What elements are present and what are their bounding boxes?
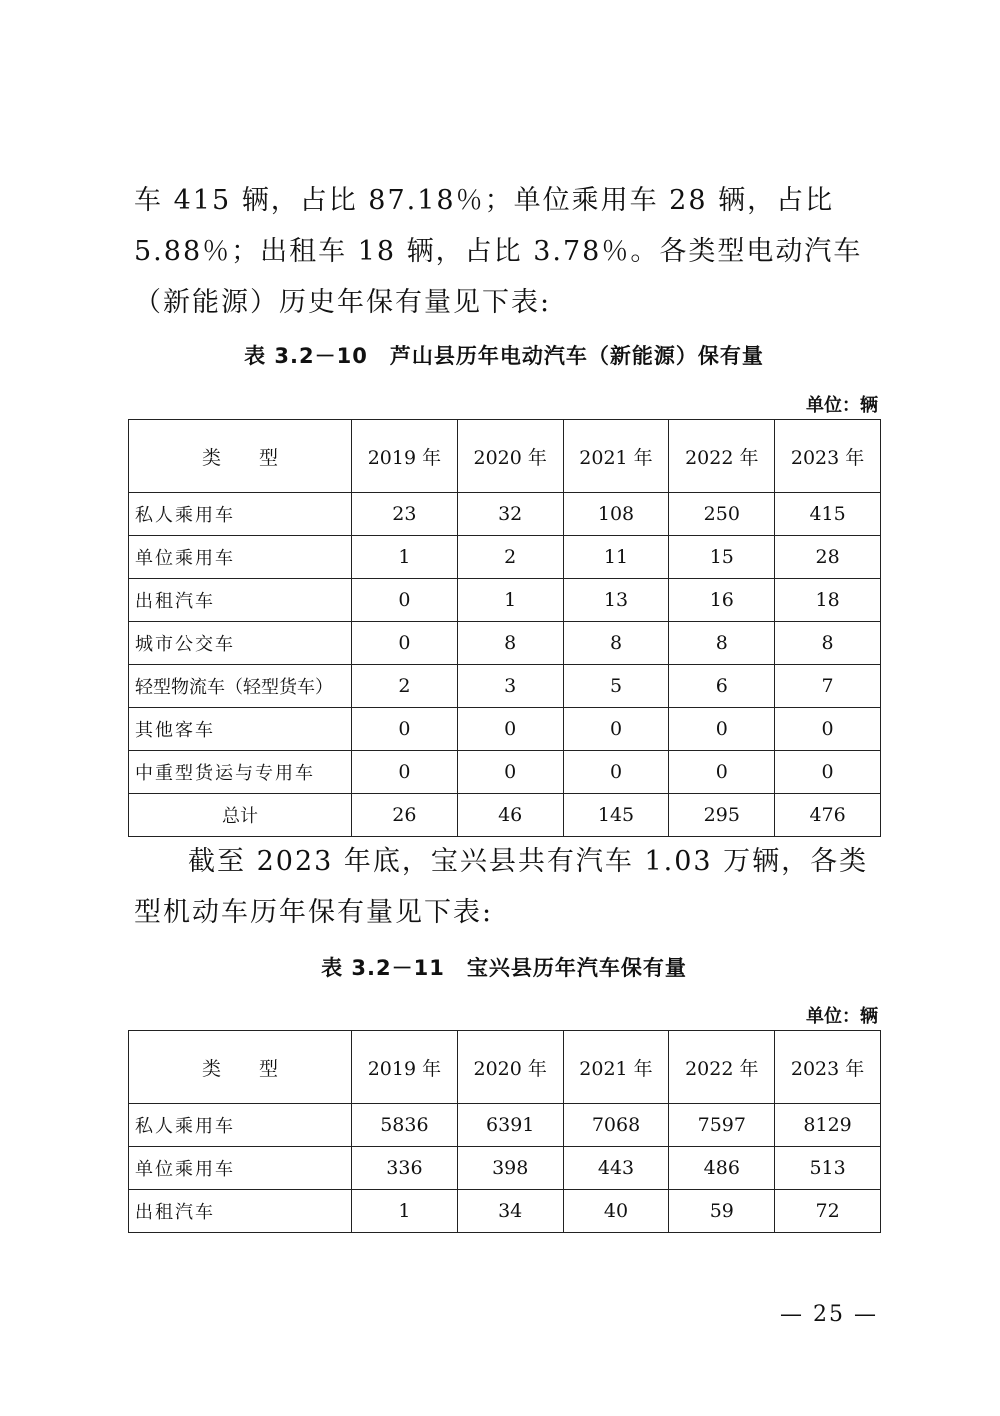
table2 [128,1030,881,1233]
row-label: 城市公交车 [129,622,352,665]
cell-value: 0 [669,708,775,751]
cell-value: 398 [457,1147,563,1190]
cell-value: 72 [775,1190,881,1233]
table-total-row [129,794,881,837]
cell-value: 40 [563,1190,669,1233]
cell-value: 486 [669,1147,775,1190]
table1-header-year: 2022 年 [669,420,775,493]
cell-value: 0 [352,579,458,622]
cell-value: 1 [352,536,458,579]
table2-header-year: 2019 年 [352,1031,458,1104]
middle-paragraph [134,836,878,938]
cell-value: 7 [775,665,881,708]
cell-value: 415 [775,493,881,536]
cell-value: 28 [775,536,881,579]
table1-header-year: 2019 年 [352,420,458,493]
total-value: 145 [563,794,669,837]
row-label: 轻型物流车（轻型货车） [129,665,352,708]
cell-value: 8129 [775,1104,881,1147]
table2-header-year: 2023 年 [775,1031,881,1104]
cell-value: 443 [563,1147,669,1190]
cell-value: 0 [352,751,458,794]
cell-value: 250 [669,493,775,536]
table2-header-year: 2022 年 [669,1031,775,1104]
cell-value: 18 [775,579,881,622]
table2-header-year: 2020 年 [457,1031,563,1104]
cell-value: 1 [352,1190,458,1233]
table-row [129,493,881,536]
row-label: 私人乘用车 [129,493,352,536]
table-row [129,1190,881,1233]
cell-value: 7597 [669,1104,775,1147]
cell-value: 5836 [352,1104,458,1147]
table2-unit: 单位：辆 [806,1006,878,1027]
cell-value: 34 [457,1190,563,1233]
table1-header-year: 2021 年 [563,420,669,493]
cell-value: 11 [563,536,669,579]
row-label: 单位乘用车 [129,1147,352,1190]
table-row [129,1104,881,1147]
row-label: 中重型货运与专用车 [129,751,352,794]
table-row [129,1147,881,1190]
table2-header-year: 2021 年 [563,1031,669,1104]
table-row [129,708,881,751]
cell-value: 2 [457,536,563,579]
cell-value: 3 [457,665,563,708]
cell-value: 0 [352,622,458,665]
cell-value: 2 [352,665,458,708]
cell-value: 108 [563,493,669,536]
cell-value: 0 [775,708,881,751]
intro-text: 车 415 辆，占比 87.18％；单位乘用车 28 辆，占比 5.88％；出租车 18 辆，占比 3.78％。各类型电动汽车（新能源）历史年保有量见下表: [134,185,863,318]
cell-value: 15 [669,536,775,579]
cell-value: 7068 [563,1104,669,1147]
intro-paragraph [134,175,878,328]
table-row [129,536,881,579]
total-value: 46 [457,794,563,837]
cell-value: 23 [352,493,458,536]
cell-value: 59 [669,1190,775,1233]
table1-header-type: 类 型 [129,420,352,493]
total-value: 476 [775,794,881,837]
table1-header-year: 2023 年 [775,420,881,493]
total-value: 295 [669,794,775,837]
table1-caption: 表 3.2－10 芦山县历年电动汽车（新能源）保有量 [244,344,764,368]
table-row [129,751,881,794]
table1-unit: 单位：辆 [806,395,878,416]
cell-value: 0 [669,751,775,794]
table2-caption: 表 3.2－11 宝兴县历年汽车保有量 [321,956,687,980]
table2-header-row [129,1031,881,1104]
cell-value: 0 [775,751,881,794]
table-row [129,579,881,622]
cell-value: 8 [563,622,669,665]
row-label: 出租汽车 [129,579,352,622]
cell-value: 0 [563,751,669,794]
middle-text: 截至 2023 年底，宝兴县共有汽车 1.03 万辆，各类型机动车历年保有量见下表: [134,846,869,928]
table1-header-year: 2020 年 [457,420,563,493]
cell-value: 0 [457,751,563,794]
table2-header-type: 类 型 [129,1031,352,1104]
cell-value: 8 [669,622,775,665]
total-label: 总计 [129,794,352,837]
page-number: — 25 — [780,1302,878,1327]
cell-value: 8 [457,622,563,665]
row-label: 其他客车 [129,708,352,751]
table1-header-row [129,420,881,493]
cell-value: 336 [352,1147,458,1190]
cell-value: 0 [563,708,669,751]
cell-value: 6391 [457,1104,563,1147]
cell-value: 13 [563,579,669,622]
cell-value: 0 [457,708,563,751]
cell-value: 1 [457,579,563,622]
cell-value: 513 [775,1147,881,1190]
cell-value: 8 [775,622,881,665]
total-value: 26 [352,794,458,837]
row-label: 私人乘用车 [129,1104,352,1147]
cell-value: 5 [563,665,669,708]
table-row [129,622,881,665]
table1 [128,419,881,837]
cell-value: 16 [669,579,775,622]
cell-value: 0 [352,708,458,751]
row-label: 出租汽车 [129,1190,352,1233]
cell-value: 6 [669,665,775,708]
row-label: 单位乘用车 [129,536,352,579]
cell-value: 32 [457,493,563,536]
table-row [129,665,881,708]
